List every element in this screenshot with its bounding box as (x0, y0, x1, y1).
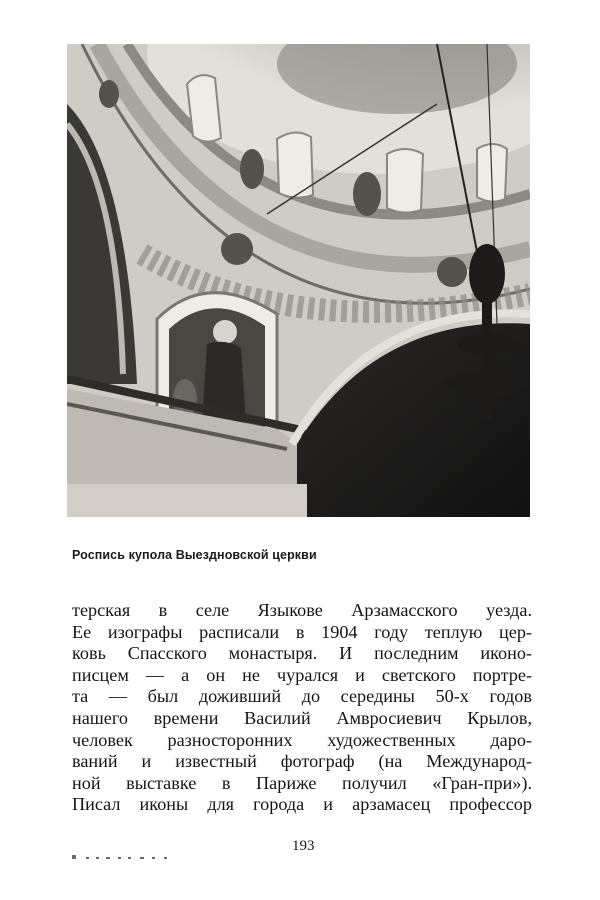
printer-signature-mark (72, 852, 182, 860)
text-line: ковь Спасского монастыря. И последним иконо- (72, 643, 532, 664)
figure-caption: Роспись купола Выездновской церкви (72, 548, 317, 562)
text-line: ной выставке в Париже получил «Гран-при»). (72, 772, 532, 793)
text-line: нашего времени Василий Амвросиевич Крылов, (72, 707, 532, 728)
text-line: человек разносторонних художественных даро- (72, 729, 532, 750)
text-line: та — был доживший до середины 50-х годов (72, 686, 532, 707)
text-line: писцем — а он не чурался и светского портре- (72, 664, 532, 685)
text-line: ваний и известный фотограф (на Международ- (72, 751, 532, 772)
text-line: Ее изографы расписали в 1904 году теплую цер- (72, 621, 532, 642)
text-line: Писал иконы для города и арзамасец профессор (72, 794, 532, 815)
church-dome-photo (67, 44, 530, 517)
body-paragraph (72, 600, 532, 816)
page-number: 193 (292, 838, 315, 854)
text-line: терская в селе Языкове Арзамасского уезда. (72, 600, 532, 620)
